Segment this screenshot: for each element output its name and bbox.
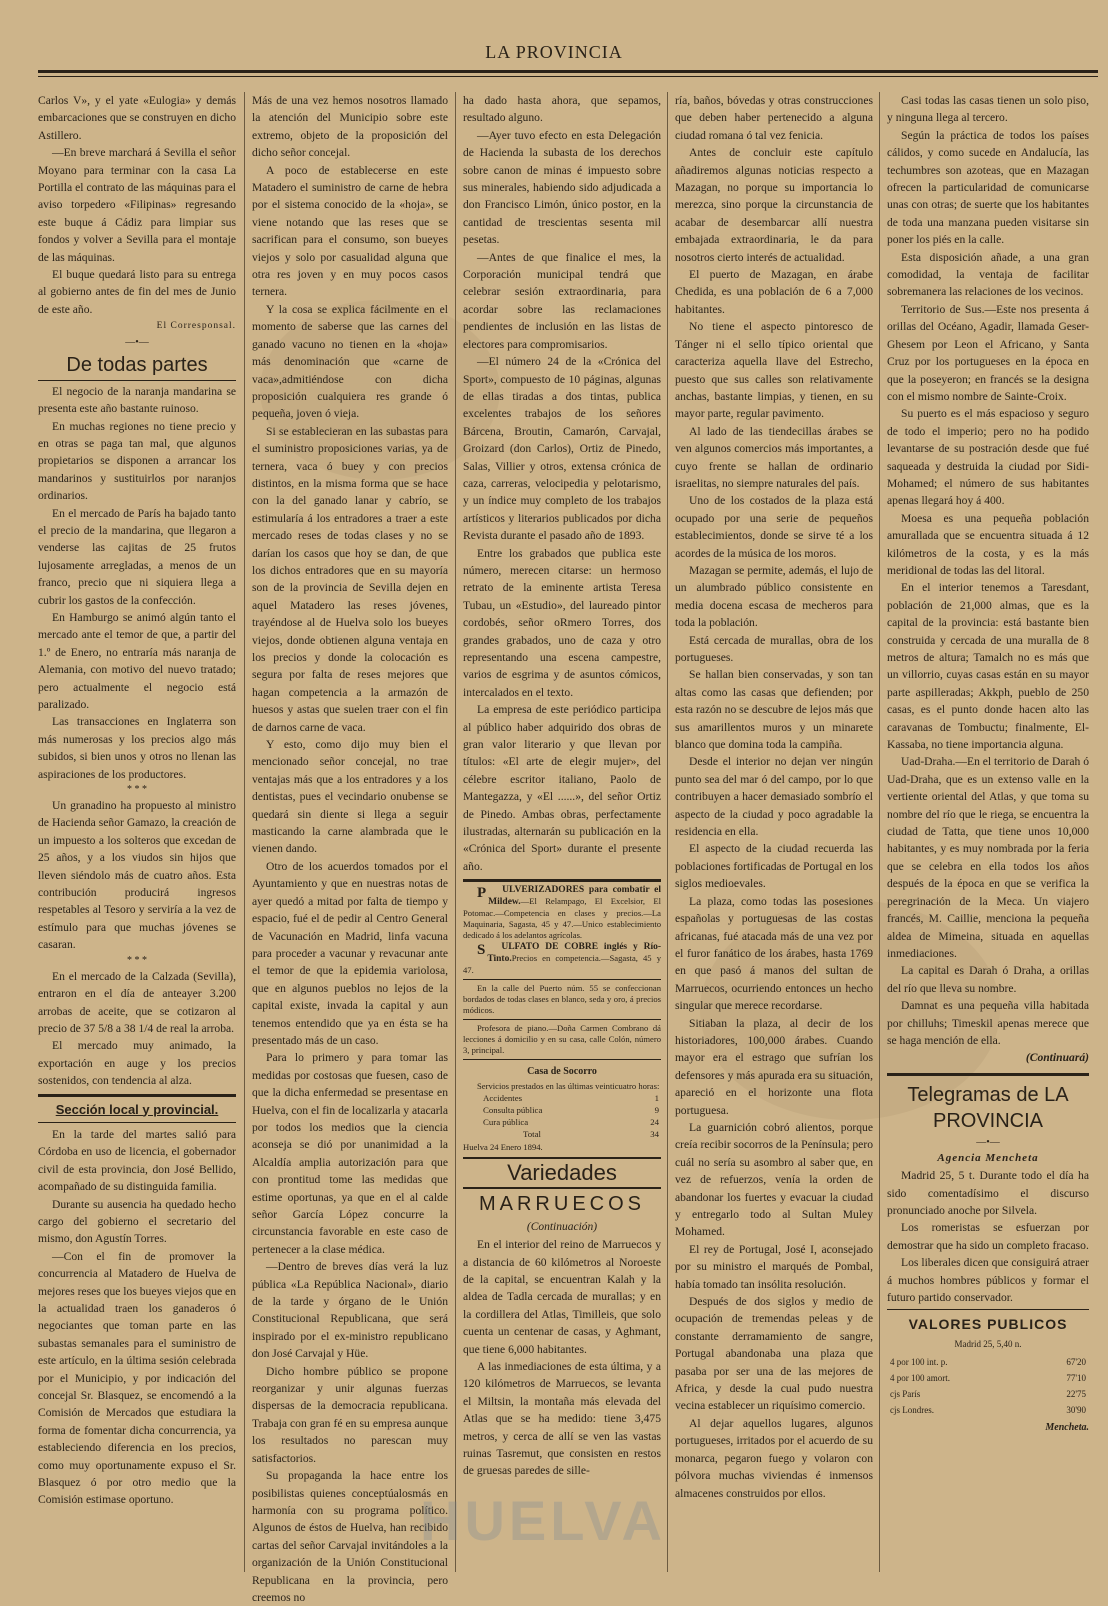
section-heading: De todas partes <box>38 352 236 381</box>
ornament: —•— <box>125 336 149 348</box>
paragraph: Casi todas las casas tienen un solo piso, y ninguna llega al tercero. <box>887 94 1089 125</box>
paragraph: Los liberales dicen que consiguirá atraer á muchos hombres públicos y formar el futuro partido conservador. <box>887 1256 1089 1304</box>
article-title: MARRUECOS <box>478 1192 645 1215</box>
paragraph: ha dado hasta ahora, que sepamos, resultado alguno. <box>463 94 661 125</box>
paragraph: A poco de establecerse en este Matadero el suministro de carne de hebra por el sistema conocido de la «hoja», se viene notando que las reses que se sacrifican para el consumo, son bueyes viejos y solo por casualidad alguna que otra res joven y en muy pocos casos ternera. <box>252 163 448 299</box>
ad-title: ULFATO DE COBRE inglés y Río-Tinto. <box>487 942 661 965</box>
column-divider <box>879 92 880 1572</box>
paragraph: En la tarde del martes salió para Córdoba en uso de licencia, el gobernador civil de esta provincia, don José Bellido, acompañado de su distinguida familia. <box>38 1127 236 1194</box>
ad-title: ULVERIZADORES para combatir el Mildew. <box>488 885 661 908</box>
article-subtitle: (Continuación) <box>526 1220 598 1233</box>
article-text <box>252 92 448 1606</box>
masthead: LA PROVINCIA <box>485 42 623 62</box>
paragraph: Esta disposición añade, a una gran comodidad, la ventaja de facilitar sobremanera las relaciones de los vecinos. <box>887 250 1089 299</box>
paragraph: —En breve marchará á Sevilla el señor Moyano para terminar con la casa La Portilla el contrato de las máquinas para el aviso torpedero «Filipinas» regresando este buque á Cádiz para limpiar sus fondos y volver a Sevilla para el montaje de las máquinas. <box>38 146 236 264</box>
advertisement <box>463 941 661 976</box>
paragraph: Durante su ausencia ha quedado hecho cargo del gobierno el secretario del mismo, don Agustín Torres. <box>38 1197 236 1246</box>
advertisement: En la calle del Puerto núm. 55 se confeccionan bordados de todas clases en blanco, seda y oro, á precios módicos. <box>463 983 661 1016</box>
paragraph: El puerto de Mazagan, en árabe Chedida, es una población de 6 a 7,000 habitantes. <box>675 268 873 316</box>
signature: El Corresponsal. <box>156 321 236 332</box>
total-label: Total <box>523 1128 541 1139</box>
paragraph: En el mercado de la Calzada (Sevilla), entraron en el día de anteayer 3.200 arrobas de aceite, que se cotizaron al precio de 37 5/8 a 38 1/4 de real la arroba. <box>38 969 236 1035</box>
divider-rule <box>887 1309 1089 1310</box>
divider-rule <box>38 1094 236 1097</box>
column-divider <box>667 92 668 1572</box>
ad-text: —El Relampago, El Excelsior, El Potomac.—Competencia en clases y precios.—La Maquinaria, Sagasta, 45 y 47.—Unico establecimiento dedicado á los adelantos agrícolas. <box>463 896 661 941</box>
divider-rule <box>463 879 661 882</box>
paragraph: Un granadino ha propuesto al ministro de Hacienda señor Gamazo, la creación de un impuesto a los solteros que excedan de 25 años, y a los viudos sin hijos que lleven siéndolo más de cuatro años. Esta contribución producirá ingresos respetables al Tesoro y serviría a la vez de estímulo para que muchas jóvenes se casaran. <box>38 799 236 952</box>
paragraph: A las inmediaciones de esta última, y a 120 kilómetros de Marruecos, se levanta el Miltsin, la montaña más elevada del Atlas que se ha medido: tiene 3,475 metros, y cerca de allí se ven las vastas ruinas Tasremut, que consisten en restos de gruesas paredes de sille- <box>463 1359 661 1478</box>
total-value: 34 <box>650 1128 659 1139</box>
paragraph: Damnat es una pequeña villa habitada por chilluhs; Timeskil apenas merece que se haga mención de ella. <box>887 999 1089 1047</box>
paragraph: Su puerto es el más espacioso y seguro de todo el imperio; pero no ha podido levantarse de su postración desde que fué saqueada y destruida la ciudad por Sidi-Mohamed; el número de sus habitantes apenas llegará hoy á 400. <box>887 407 1089 508</box>
socorro-title: Casa de Socorro <box>527 1066 597 1078</box>
divider-rule <box>463 1019 661 1020</box>
valores-table <box>887 1353 1089 1419</box>
divider-rule <box>463 1059 661 1060</box>
table-row: cjs Londres. 30'90 <box>890 1405 1086 1416</box>
paragraph: —Dentro de breves días verá la luz pública «La República Nacional», diario de la tarde y órgano de le Unión Constitucional Republicana, que será inspirado por el ex-ministro republicano don José Carvajal y Hüe. <box>252 1260 448 1361</box>
divider-rule <box>463 979 661 980</box>
paragraph: En el interior tenemos a Taresdant, población de 21,000 almas, que es la capital de la provincia: está bastante bien construida y cercada de una muralla de 8 metros de altura; Tamalch no es más que un villorrio, cuyas casas están en su mayor parte aspilleradas; Akkph, pueblo de 250 casas, es el punto donde hacen alto las caravanas de Tombuctu; finalmente, El-Kassaba, no tiene importancia alguna. <box>887 581 1089 752</box>
paragraph: Se hallan bien conservadas, y son tan altas como las casas que defienden; por esta razón no se descubre de lejos más que sus amarillentos muros y un minarete blanco que domina toda la campiña. <box>675 668 873 752</box>
paragraph: El aspecto de la ciudad recuerda las poblaciones fortificadas de Portugal en los siglos medioevales. <box>675 842 873 891</box>
paragraph: En muchas regiones no tiene precio y en otras se paga tan mal, que algunos propietarios se disponen a arrancar los mandarinos y sustituirlos por naranjos ordinarios. <box>38 419 236 503</box>
advertisements <box>463 884 661 976</box>
divider-rule <box>38 1122 236 1123</box>
ad-text: Precios en competencia.—Sagasta, 45 y 47. <box>463 953 661 976</box>
library-watermark: HUELVA <box>420 1489 666 1552</box>
table-row: Cura pública 24 <box>483 1116 659 1127</box>
column-4 <box>675 92 873 1592</box>
agency-name: Agencia Mencheta <box>937 1151 1039 1164</box>
paragraph: Otro de los acuerdos tomados por el Ayuntamiento y que en nuestras notas de ayer quedó a mitad por falta de tiempo y espacio, fué el de pedir al Centro General de Vacunación en Madrid, linfa vacuna para proceder a vacunar y revacunar ante el temor de que la epidemia variolosa, que en algunos pueblos no lejos de la capital existe, invada la capital y aun tenemos entendido que ya en ésta se ha presentado más de un caso. <box>252 859 448 1047</box>
article-text <box>675 92 873 1502</box>
paragraph: Uno de los costados de la plaza está ocupado por una serie de pequeños establecimientos, donde se sirve té a los acordes de la música de los moros. <box>675 494 873 560</box>
paragraph: Mazagan se permite, además, el lujo de un alumbrado público consistente en media docena escasa de mecheros para toda la población. <box>675 563 873 630</box>
column-3 <box>463 92 661 1592</box>
section-heading: Variedades <box>463 1157 661 1189</box>
paragraph: La plaza, como todas las posesiones españolas y portuguesas de las costas africanas, fué atacada más de una vez por el furor fanático de los árabes, hasta 1769 en que pasó á manos del sultan de Marruecos, ocurriendo entonces un hecho singular que merece recordarse. <box>675 894 873 1013</box>
ornament: * * * <box>127 954 147 966</box>
paragraph: Para lo primero y para tomar las medidas por costosas que fuesen, caso de que la dicha enfermedad se presentase en Huelva, con el fin de localizarla y atacarla por todos los medios que la ciencia aconseja se dió por unanimidad a la Alcaldía amplia autorización para que con prontitud tome las medidas que estime oportunas, ya que en el al calde señor García López concurre la circunstancia favorable en este caso de pertenecer a la clase médica. <box>252 1051 448 1256</box>
section-heading: Sección local y provincial. <box>55 1101 219 1117</box>
section-heading: VALORES PUBLICOS <box>908 1316 1068 1333</box>
column-1 <box>38 92 236 1592</box>
paragraph: El negocio de la naranja mandarina se presenta este año bastante ruinoso. <box>38 384 236 416</box>
valores-date: Madrid 25, 5,40 n. <box>954 1338 1022 1349</box>
paragraph: Moesa es una pequeña población amurallada que se encuentra situada á 12 kilómetros de la costa, y es la más meridional de todas las del litoral. <box>887 511 1089 577</box>
column-divider <box>244 92 245 1572</box>
paragraph: Desde el interior no dejan ver ningún punto sea del mar ó del campo, por lo que contribuyen a hacer demasiado sombrío el aspecto de la ciudad y poco agradable la residencia en ella. <box>675 755 873 839</box>
advertisement: Profesora de piano.—Doña Carmen Combrano dá lecciones á domicilio y en su casa, calle Colón, número 3, principal. <box>463 1023 661 1056</box>
ornament: —•— <box>976 1136 1000 1148</box>
article-text <box>38 383 236 783</box>
paragraph: Los romeristas se esfuerzan por demostrar que ha sido un completo fracaso. <box>887 1221 1089 1252</box>
article-text <box>887 92 1089 1049</box>
paragraph: En el interior del reino de Marruecos y a distancia de 60 kilómetros al Noroeste de la capital, se encuentran Kalah y la aldea de Tadla cercada de murallas; y en la cordillera del Atlas, Timilleis, que solo cuenta un centenar de casas, y Aghmant, que tiene 6,000 habitantes. <box>463 1238 661 1356</box>
article-text <box>463 1236 661 1480</box>
paragraph: Carlos V», y el yate «Eulogia» y demás embarcaciones que se construyen en dicho Astillero. <box>38 94 236 142</box>
paragraph: En el mercado de París ha bajado tanto el precio de la mandarina, que llegaron a venderse las cajitas de 25 frutos lujosamente arregladas, a menos de un franco, precio que ni siquiera llega a cubrir los gastos de la confección. <box>38 506 236 607</box>
column-2 <box>252 92 448 1604</box>
table-row: 4 por 100 int. p. 67'20 <box>890 1357 1086 1368</box>
paragraph: Y esto, como dijo muy bien el mencionado señor concejal, no trae ventajas más que a los entradores y a los dentistas, pues el vecindario onubense se quedará sin diente si llega a seguir masticando la carne alambrada que le vienen dando. <box>252 738 448 856</box>
ornament: * * * <box>127 784 147 796</box>
paragraph: Su propaganda la hace entre los posibilistas quienes conceptúalosmás en harmonía con su programa político. Algunos de éstos de Huelva, han recibido cartas del señor Carvajal invitándoles a la organización de la Unión Constitucional Republicana en la provincia, pero creemos no <box>252 1469 448 1604</box>
paragraph: El mercado muy animado, la exportación en auge y los precios sostenidos, con tendencia al alza. <box>38 1039 236 1088</box>
paragraph: —Ayer tuvo efecto en esta Delegación de Hacienda la subasta de los derechos sobre canon de minas é impuesto sobre sus minerales, habiendo sido adjudicada a don Francisco Limón, único postor, en la cantidad de trescientas sesenta mil pesetas. <box>463 128 661 247</box>
column-divider <box>455 92 456 1572</box>
paragraph: Más de una vez hemos nosotros llamado la atención del Municipio sobre este extremo, objeto de la proposición del dicho señor concejal. <box>252 94 448 160</box>
paragraph: Entre los grabados que publica este número, merecen citarse: un hermoso retrato de la eminente artista Teresa Tubau, un «Estudio», del laureado pintor cordobés, señor oRmero Torres, dos grandes grabados, uno de caza y otro representando una escena campestre, varios de esgrima y de asuntos cómicos, intercalados en el texto. <box>463 546 661 699</box>
paragraph: Uad-Draha.—En el territorio de Darah ó Uad-Draha, que es un extenso valle en la vertiente oriental del Atlas, y que toma su nombre del río que le riega, se encuentra la ciudad de Tatta, que tiene unos 10,000 habitantes, y es muy nombrada por la feria que se celebra en ella todos los años después de la época en que se verifica la peregrinación de la Meca. Un viajero francés, M. Caillie, menciona la pequeña aldea de Mimeina, situada en aquellas inmediaciones. <box>887 755 1089 960</box>
continued-label: (Continuará) <box>1025 1051 1089 1065</box>
table-row: 4 por 100 amort. 77'10 <box>890 1373 1086 1384</box>
paragraph: Al dejar aquellos lugares, algunos portugueses, irritados por el acuerdo de su monarca, pegaron fuego y volaron con pólvora muchas viviendas é inmensos almacenes construidos por ellos. <box>675 1416 873 1500</box>
table-row: Consulta pública 9 <box>483 1104 659 1115</box>
socorro-date: Huelva 24 Enero 1894. <box>463 1141 543 1152</box>
paragraph: Sitiaban la plaza, al decir de los historiadores, 100,000 árabes. Cuando mayor era el estrago que sufrían los defensores y más apurada era su situación, apareció en el horizonte una flota portuguesa. <box>675 1016 873 1117</box>
paragraph: Según la práctica de todos los países cálidos, y como sucede en Andalucía, las techumbres son azoteas, que en Mazagan ofrecen la particularidad de comunicarse unas con otras; de suerte que los habitantes de toda una manzana pueden visitarse sin poner los piés en la calle. <box>887 128 1089 247</box>
paragraph: Antes de concluir este capítulo añadiremos algunas noticias respecto a Mazagan, no porque su importancia lo merezca, sino porque la circunstancia de acabar de desembarcar allí nuestra embajada extraordinaria, le da para nosotros cierto interés de actualidad. <box>675 146 873 264</box>
paragraph: Las transacciones en Inglaterra son más numerosas y los precios algo más subidos, si bien unos y otros no llenan las aspiraciones de los productores. <box>38 715 236 781</box>
article-text <box>38 797 236 954</box>
paragraph: El buque quedará listo para su entrega al gobierno antes de fin del mes de Junio de este año. <box>38 268 236 316</box>
drop-cap: S <box>477 942 486 959</box>
paragraph: Madrid 25, 5 t. Durante todo el día ha sido comentadísimo el discurso pronunciado anoche por Silvela. <box>887 1169 1089 1217</box>
paragraph: —Antes de que finalice el mes, la Corporación municipal tendrá que celebrar sesión extraordinaria, para acordar sobre las reclamaciones pendientes de inclusión en las listas de electores para compromisarios. <box>463 250 661 351</box>
masthead-rule-thin <box>38 76 1098 77</box>
socorro-intro: Servicios prestados en las últimas veinticuatro horas: <box>477 1080 660 1091</box>
table-row: Accidentes 1 <box>483 1092 659 1103</box>
masthead-rule <box>38 70 1098 73</box>
article-text <box>38 1126 236 1509</box>
paragraph: Y la cosa se explica fácilmente en el momento de saberse que las carnes del ganado vacuno no tienen en la «hoja» más denominación que «carne de vaca»,admitiéndose con dicha proposición cualquiera res grande ó pequeña, joven ó vieja. <box>252 302 448 421</box>
article-text <box>38 92 236 318</box>
section-heading: Telegramas de LA PROVINCIA <box>887 1073 1089 1134</box>
paragraph: El rey de Portugal, José I, aconsejado por su ministro el marqués de Pombal, había tomado tan insólita resolución. <box>675 1242 873 1291</box>
paragraph: Está cercada de murallas, obra de los portugueses. <box>675 633 873 664</box>
socorro-table <box>463 1092 661 1128</box>
paragraph: —Con el fin de promover la concurrencia al Matadero de Huelva de mejores reses que los bueyes viejos que en la actualidad traen los ganaderos ó negociantes que toman parte en las subastas semanales para el suministro de este artículo, en la última sesión celebrada por el Municipio, y por indicación del concejal Sr. Blasquez, se encomendó a la Comisión de Mercados que estudiara la forma de fomentar dicha concurrencia, ya estableciendo diferencia en los precios, como muy oportunamente expuso el Sr. Blasquez ó por otro medio que la Comisión estimase oportuno. <box>38 1249 237 1507</box>
paragraph: Si se establecieran en las subastas para el suministro proposiciones varias, ya de ternera, vaca ó buey y con precios distintos, en la misma forma que se hace con la del ganado lanar y cabrío, se estimularía á los entradores a traer a este mercado reses de todas clases y no se darían los casos que hoy se dan, de que los dichos entradores que en su mayoría son de la provincia de Sevilla dejen en aquel Matadero las reses jóvenes, trayéndose al de Huelva solo los bueyes viejos, donde obtienen alguna ventaja en los precios y donde la colocación es segura por falta de reses mejores que hagan competencia a la armazón de huesos y astas que suelen traer con el fin de darnos carne de vaca. <box>252 424 448 734</box>
paragraph: La capital es Darah ó Draha, a orillas del río que lleva su nombre. <box>887 964 1089 995</box>
paragraph: En Hamburgo se animó algún tanto el mercado ante el temor de que, a partir del 1.º de Enero, no entraría más naranja de Alemania, con motivo del nuevo tratado; pero actualmente el negocio está paralizado. <box>38 610 236 711</box>
paragraph: ría, baños, bóvedas y otras construcciones que deben haber pertenecido a alguna ciudad romana ó tal vez fenicia. <box>675 94 873 142</box>
socorro-total <box>463 1128 661 1140</box>
paragraph: Al lado de las tiendecillas árabes se ven algunos comercios más importantes, a cuyo frente se hallan de ordinario israelitas, no siempre naturales del país. <box>675 424 873 490</box>
table-row: cjs París 22'75 <box>890 1389 1086 1400</box>
paragraph: La guarnición cobró alientos, porque creía recibir socorros de la Península; pero cuál no sería su asombro al saber que, en vez de refuerzos, venía la orden de abandonar los fuertes y evacuar la ciudad y entregarlo todo al Sultan Muley Mohamed. <box>675 1120 873 1239</box>
drop-cap: P <box>477 885 487 902</box>
paragraph: Territorio de Sus.—Este nos presenta á orillas del Océano, Agadir, llamada Geser-Ghesem por Leon el Africano, y Santa Cruz por los portugueses en la época en que la poseyeron; en francés se la designa con el mismo nombre de Sainte-Croix. <box>887 302 1089 403</box>
signature: Mencheta. <box>1045 1422 1089 1434</box>
article-text <box>463 92 661 875</box>
paragraph: Después de dos siglos y medio de ocupación de tremendas peleas y de constante derramamiento de sangre, Portugal abandonaba una plaza que pasaba por ser una de las mejores de Africa, y desde la cual pudo nuestra vecina establecer un riquísimo comercio. <box>675 1295 873 1413</box>
column-5 <box>887 92 1089 1592</box>
paragraph: La empresa de este periódico participa al público haber adquirido dos obras de gran valor literario y que llevan por títulos: «El arte de elegir mujer», del célebre escritor italiano, Paolo de Mantegazza, y «El ......», del señor Ortiz de Pinedo. Ambas obras, perfectamente ilustradas, alternarán su publicación en la «Crónica del Sport» durante el presente año. <box>463 703 661 873</box>
paragraph: Dicho hombre público se propone reorganizar y unir algunas fuerzas dispersas de la democracia republicana. Trabaja con gran fé en su empresa aunque los resultados no parescan muy satisfactorios. <box>252 1364 448 1465</box>
article-text <box>38 968 236 1090</box>
advertisement <box>463 884 661 941</box>
telegram-text <box>887 1167 1089 1306</box>
paragraph: No tiene el aspecto pintoresco de Tánger ni el sello típico oriental que caracteriza aquella llave del Estrecho, puesto que sus calles son relativamente anchas, bastante limpias, y tienen, en su mayor parte, regular pavimento. <box>675 320 873 421</box>
paragraph: —El número 24 de la «Crónica del Sport», compuesto de 10 páginas, algunas de ellas tiradas a dos tintas, publica excelentes trabajos de los señores Bárcena, Broutin, Camarón, Carvajal, Groizard (don Carlos), Ortiz de Pinedo, Salas, Villier y otros, extensa crónica de caza, carreras, velocipedia y pelotarismo, y un índice muy completo de los trabajos artísticos y literarios publicados por dicha Revista durante el pasado año de 1893. <box>463 355 661 543</box>
